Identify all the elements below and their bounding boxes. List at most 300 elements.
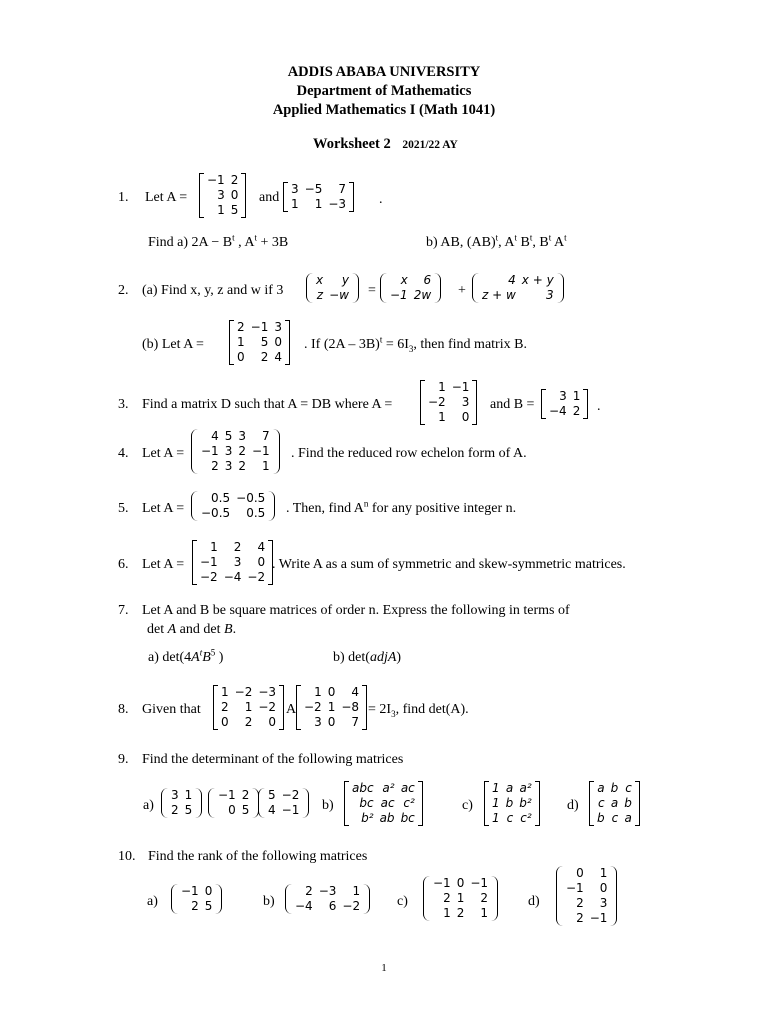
matrix-table [349,781,418,826]
q1-lead: Let A = [145,190,188,205]
matrix-cell: 2 [443,891,451,905]
matrix-cell: 2 [480,891,489,905]
matrix-cell: 3 [546,288,554,302]
course-title: Applied Mathematics I (Math 1041) [272,102,496,118]
q1-end: . [379,192,383,207]
matrix-cell: 5 [268,788,276,802]
matrix-cell: ac [380,796,395,810]
bracket-left [171,884,178,914]
matrix-cell: 2 [230,173,239,187]
matrix-cell: abc [352,781,374,795]
q1-find-text: Find a) 2A − B [148,235,233,250]
matrix-cell: 0.5 [211,491,231,505]
matrix-cell: 6 [328,899,337,913]
matrix-cell: 1 [221,685,229,699]
q7-line1: Let A and B be square matrices of order n. Express the following in terms of [142,603,570,618]
matrix-row [594,796,635,811]
matrix-row [288,182,349,197]
q1-sup: t [564,232,567,243]
matrix-cell: 7 [262,429,270,443]
matrix-cell: 7 [338,182,347,196]
bracket-right [535,781,540,826]
matrix-row [168,803,195,818]
matrix-row [288,197,349,212]
matrix-cell: 0 [228,803,236,817]
q8-sub: 3 [391,708,396,719]
matrix-cell: 2 [221,700,229,714]
matrix-cell: 1 [443,906,451,920]
matrix-row [234,350,285,365]
matrix-cell: 1 [184,788,193,802]
q3-and: and B = [490,397,535,412]
matrix-table [563,866,610,926]
matrix-cell: 1 [456,891,465,905]
matrix-row [198,444,273,459]
matrix-cell: c [506,811,514,825]
q7-a-it: A [191,650,200,665]
department-title: Department of Mathematics [296,83,472,99]
matrix-row [265,803,302,818]
matrix-cell: a² [382,781,395,795]
matrix-cell: 2 [305,884,313,898]
q6-number: 6. [118,557,129,572]
q2-sup: t [379,334,383,345]
bracket-right [279,685,284,730]
matrix-cell: 7 [351,715,360,729]
matrix-cell: 5 [230,203,239,217]
q5-rest-2: for any positive integer n. [368,501,517,516]
q9-matrix-c [484,781,540,826]
matrix-cell: −4 [549,404,567,418]
bracket-right [635,781,640,826]
matrix-cell: 5 [184,803,193,817]
q9-a-label: a) [143,798,154,813]
matrix-cell: −2 [247,570,266,584]
matrix-cell: 2 [171,803,179,817]
matrix-cell: 0 [230,188,239,202]
matrix-table [425,380,472,425]
q3-matrix-b [541,389,588,419]
matrix-row [215,788,252,803]
matrix-row [425,380,472,395]
q2-equals: = [368,283,376,298]
matrix-row [489,781,535,796]
bracket-right [363,884,370,914]
q5-rest [286,498,517,517]
q1-and: and [259,190,280,205]
q7-line2 [147,622,236,638]
matrix-cell: 5 [224,429,233,443]
q7-l2b: A [167,622,177,637]
matrix-row [168,788,195,803]
q8-rest-2: , find det(A). [395,702,469,717]
matrix-cell: 0 [599,881,608,895]
matrix-row [425,410,472,425]
matrix-cell: 6 [423,273,432,287]
q3-number: 3. [118,397,129,412]
q7-l2c: and det [176,622,224,637]
q7-a-end: ) [215,650,224,665]
q10-number: 10. [118,849,136,864]
matrix-cell: 3 [291,182,299,196]
bracket-left [191,491,198,521]
matrix-cell: 0.5 [246,506,266,520]
matrix-cell: −1 [200,555,218,569]
q2-matrix-3 [472,273,564,303]
matrix-table [489,781,535,826]
matrix-cell: x [316,273,324,287]
matrix-cell: bc [359,796,374,810]
q1-sup: t [254,232,257,243]
matrix-row [313,273,352,288]
matrix-cell: 1 [237,335,245,349]
bracket-right [362,685,367,730]
matrix-row [387,288,434,303]
q2-number: 2. [118,283,129,298]
matrix-cell: 1 [492,781,500,795]
matrix-cell: 2 [260,350,269,364]
q2-b-text: (b) Let A = [142,337,204,352]
q4-matrix-a [191,429,280,474]
matrix-row [218,685,279,700]
matrix-row [594,781,635,796]
q1-sup: t [548,232,552,243]
q10-matrix-a [171,884,222,914]
q7-b-end: ) [396,650,402,665]
matrix-cell: 2 [572,404,581,418]
matrix-cell: −2 [304,700,322,714]
matrix-cell: 4 [211,429,219,443]
worksheet-title [313,136,458,153]
matrix-cell: 3 [461,395,470,409]
q1-pb5: A [551,235,565,250]
matrix-cell: 2 [191,899,199,913]
matrix-cell: −1 [207,173,225,187]
q1-matrix-b [283,182,354,212]
bracket-left [380,273,387,303]
bracket-left [161,788,168,818]
q1-sup: t [495,232,499,243]
matrix-row [204,188,241,203]
matrix-cell: 0 [221,715,229,729]
matrix-cell: 0 [576,866,584,880]
q7-a-sup2: 5 [210,647,216,658]
matrix-cell: z + w [482,288,516,302]
matrix-cell: −1 [589,911,608,925]
matrix-row [204,173,241,188]
q4-text: Let A = [142,446,185,461]
matrix-cell: 4 [268,803,276,817]
matrix-row [234,335,285,350]
matrix-cell: ab [379,811,395,825]
q2-matrix-1 [306,273,359,303]
matrix-cell: −0.5 [201,506,231,520]
matrix-cell: 1 [262,459,270,473]
matrix-table [546,389,583,419]
matrix-cell: c² [403,796,415,810]
q9-matrix-a2 [208,788,259,818]
q3-matrix-a [420,380,477,425]
matrix-cell: −3 [328,197,347,211]
bracket-right [610,866,617,926]
matrix-row [563,866,610,881]
matrix-cell: −5 [304,182,323,196]
matrix-row [301,700,362,715]
bracket-right [418,781,423,826]
q8-rest [368,702,469,719]
q8-matrix-2 [296,685,367,730]
matrix-table [313,273,352,303]
matrix-cell: c [625,781,632,795]
matrix-cell: 2 [576,911,584,925]
bracket-left [258,788,265,818]
matrix-cell: b [610,781,619,795]
q8-matrix-1 [213,685,284,730]
matrix-cell: bc [400,811,415,825]
q10-b-label: b) [263,894,275,909]
matrix-cell: 3 [224,459,233,473]
matrix-row [349,811,418,826]
matrix-row [425,395,472,410]
matrix-cell: b [624,796,632,810]
matrix-cell: a [624,811,632,825]
q5-sup: n [363,498,369,509]
matrix-cell: a² [519,781,532,795]
q9-d-label: d) [567,798,579,813]
matrix-row [178,884,215,899]
matrix-row [218,715,279,730]
matrix-cell: 2 [238,444,246,458]
bracket-right [352,273,359,303]
matrix-cell: a [505,781,514,795]
q10-text: Find the rank of the following matrices [148,849,368,864]
bracket-right [285,320,290,365]
matrix-cell: 2 [576,896,584,910]
academic-year: 2021/22 AY [402,139,458,151]
matrix-table [234,320,285,365]
matrix-cell: −1 [566,881,584,895]
matrix-row [563,911,610,926]
matrix-row [563,896,610,911]
q9-matrix-a3 [258,788,309,818]
matrix-cell: 3 [274,320,282,334]
matrix-cell: b [505,796,514,810]
matrix-row [489,796,535,811]
matrix-cell: 0 [257,555,266,569]
bracket-left [285,884,292,914]
q5-text: Let A = [142,501,185,516]
q3-text: Find a matrix D such that A = DB where A = [142,397,393,412]
bracket-right [268,491,275,521]
matrix-row [234,320,285,335]
matrix-cell: 1 [572,389,581,403]
matrix-cell: 1 [291,197,299,211]
matrix-row [215,803,252,818]
q9-number: 9. [118,752,129,767]
matrix-cell: 1 [244,700,253,714]
q6-matrix-a [192,540,273,585]
matrix-row [204,203,241,218]
q8-text: Given that [142,702,201,717]
q7-b: b) det( [333,650,370,665]
q2-matrix-a [229,320,290,365]
bracket-right [302,788,309,818]
matrix-row [479,288,557,303]
q1-pb4: , B [532,235,549,250]
matrix-row [594,811,635,826]
matrix-cell: −1 [433,876,451,890]
bracket-right [557,273,564,303]
matrix-cell: −3 [258,685,277,699]
bracket-right [434,273,441,303]
q5-number: 5. [118,501,129,516]
q1-sup: t [232,232,235,243]
q10-matrix-b [285,884,370,914]
matrix-cell: 2 [241,788,250,802]
matrix-cell: 1 [599,866,608,880]
matrix-cell: x [400,273,408,287]
matrix-cell: 1 [314,685,322,699]
matrix-cell: 1 [314,197,323,211]
q9-matrix-b [344,781,423,826]
matrix-cell: −3 [318,884,337,898]
matrix-cell: −2 [428,395,446,409]
q2-plus: + [458,283,466,298]
matrix-table [215,788,252,818]
matrix-row [198,506,268,521]
bracket-right [491,876,498,921]
matrix-cell: 0 [461,410,470,424]
matrix-cell: 5 [260,335,269,349]
matrix-table [198,491,268,521]
q7-l2d: B [224,622,233,637]
q7-l2e: . [232,622,237,637]
matrix-table [197,540,268,585]
bracket-right [583,389,588,419]
matrix-cell: 0 [268,715,277,729]
matrix-cell: b [597,811,605,825]
matrix-cell: −1 [451,380,470,394]
matrix-table [292,884,363,914]
matrix-table [288,182,349,212]
bracket-left [423,876,430,921]
q1-pb2: , A [498,235,515,250]
matrix-row [198,429,273,444]
matrix-cell: 2 [237,320,245,334]
matrix-cell: b² [361,811,374,825]
matrix-cell: 5 [241,803,250,817]
matrix-cell: 1 [480,906,489,920]
matrix-cell: 1 [352,884,361,898]
matrix-cell: −1 [250,320,269,334]
matrix-cell: −1 [251,444,270,458]
matrix-row [198,459,273,474]
matrix-cell: 5 [204,899,213,913]
matrix-cell: −1 [390,288,408,302]
matrix-cell: 4 [274,350,282,364]
matrix-cell: 0 [274,335,282,349]
matrix-table [168,788,195,818]
matrix-cell: −2 [342,899,361,913]
q9-b-label: b) [322,798,334,813]
matrix-cell: 3 [599,896,608,910]
bracket-left [556,866,563,926]
matrix-cell: 1 [492,811,500,825]
q1-find-c: + 3B [257,235,289,250]
matrix-cell: 2 [238,459,246,473]
matrix-row [489,811,535,826]
matrix-cell: −4 [295,899,313,913]
matrix-table [430,876,491,921]
matrix-cell: ac [400,781,415,795]
q1-number: 1. [118,190,129,205]
bracket-right [215,884,222,914]
q1-pb: b) AB, (AB) [426,235,496,250]
matrix-table [479,273,557,303]
q2-b-rest-3: , then find matrix B. [413,337,527,352]
matrix-table [178,884,215,914]
q10-matrix-c [423,876,498,921]
matrix-cell: 0 [456,876,465,890]
matrix-row [178,899,215,914]
q7-a: a) det(4 [148,650,192,665]
q7-a-it2: B [202,650,211,665]
q10-matrix-d [556,866,617,926]
matrix-cell: 3 [559,389,567,403]
matrix-cell: −1 [181,884,199,898]
matrix-cell: 2 [244,715,253,729]
matrix-table [218,685,279,730]
q8-number: 8. [118,702,129,717]
matrix-row [546,404,583,419]
matrix-row [546,389,583,404]
q9-c-label: c) [462,798,473,813]
matrix-cell: −1 [201,444,219,458]
q3-end: . [597,399,601,414]
matrix-table [301,685,362,730]
matrix-cell: −2 [200,570,218,584]
q1-sup: t [529,232,533,243]
matrix-cell: 3 [224,444,233,458]
q1-matrix-a [199,173,246,218]
matrix-cell: −2 [234,685,253,699]
q1-find-b: , A [234,235,255,250]
matrix-cell: −1 [281,803,300,817]
q7-part-a [148,647,224,666]
matrix-cell: z [316,288,324,302]
matrix-row [313,288,352,303]
q4-rest: . Find the reduced row echelon form of A. [291,446,527,461]
matrix-row [198,491,268,506]
matrix-row [301,685,362,700]
matrix-cell: −8 [341,700,360,714]
q6-text: Let A = [142,557,185,572]
q2-a-text: (a) Find x, y, z and w if 3 [142,283,284,298]
q4-number: 4. [118,446,129,461]
matrix-cell: 0 [204,884,213,898]
bracket-right [241,173,246,218]
worksheet-label: Worksheet 2 [313,136,391,152]
q8-a: A [286,702,297,717]
matrix-cell: 1 [438,380,446,394]
university-title: ADDIS ABABA UNIVERSITY [287,64,481,80]
bracket-left [208,788,215,818]
q2-b-rest-2: = 6I [382,337,409,352]
matrix-row [479,273,557,288]
q8-rest-1: = 2I [368,702,392,717]
matrix-row [197,555,268,570]
bracket-left [306,273,313,303]
